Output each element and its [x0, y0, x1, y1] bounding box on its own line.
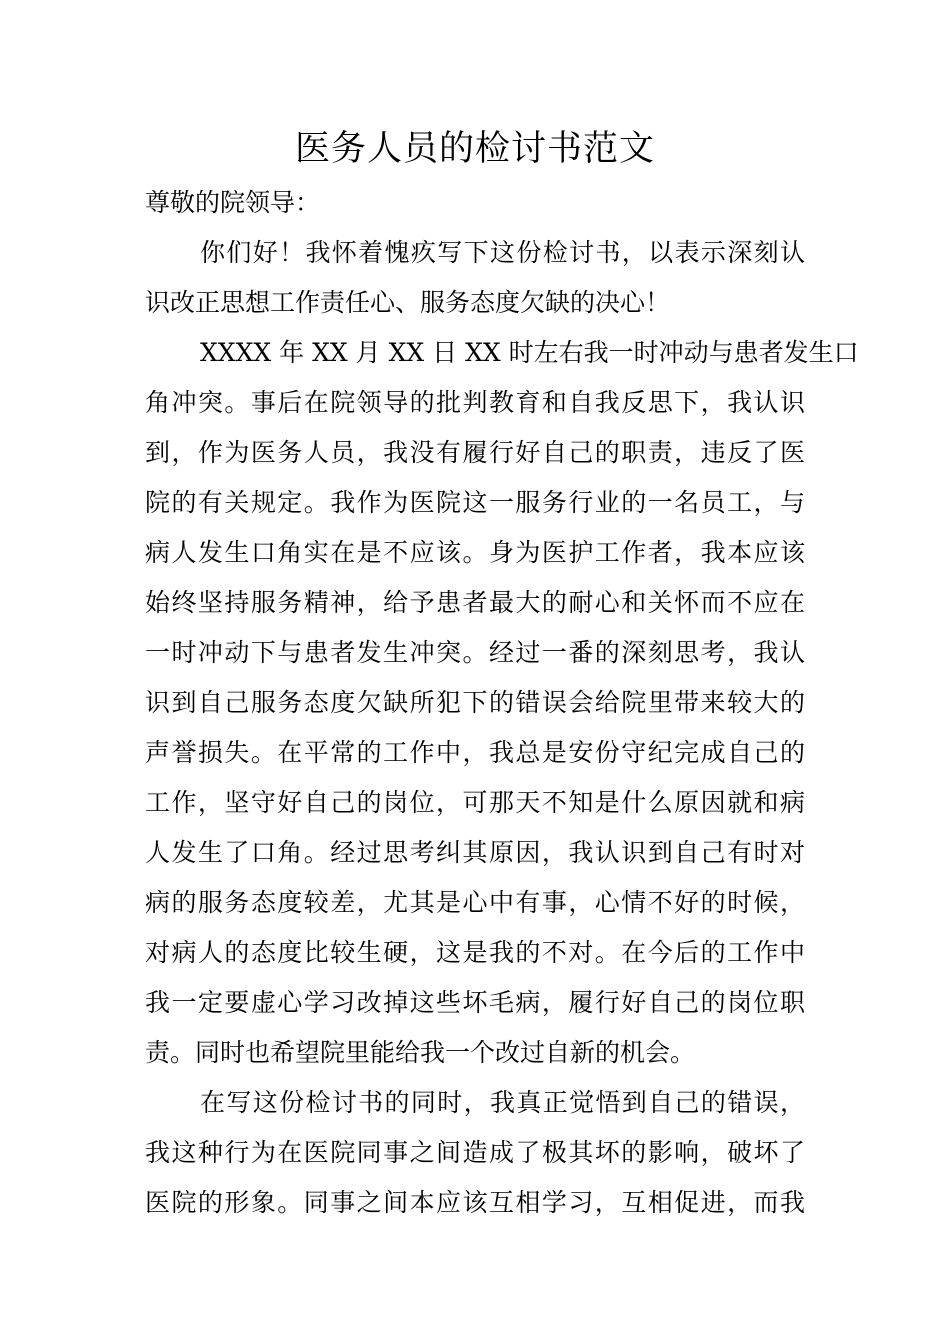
paragraph-line: 识到自己服务态度欠缺所犯下的错误会给院里带来较大的 [145, 688, 805, 717]
paragraph-line: 始终坚持服务精神，给予患者最大的耐心和关怀而不应在 [145, 588, 805, 617]
document-title: 医务人员的检讨书范文 [294, 129, 655, 169]
paragraph-line: 声誉损失。在平常的工作中，我总是安份守纪完成自己的 [145, 738, 805, 767]
paragraph-line: 医院的形象。同事之间本应该互相学习，互相促进，而我 [145, 1188, 805, 1217]
paragraph-line: 识改正思想工作责任心、服务态度欠缺的决心！ [145, 288, 671, 317]
paragraph-line: 院的有关规定。我作为医院这一服务行业的一名员工，与 [145, 488, 805, 517]
paragraph-line: XXXX 年 XX 月 XX 日 XX 时左右我一时冲动与患者发生口 [200, 338, 859, 367]
paragraph-line: 到，作为医务人员，我没有履行好自己的职责，违反了医 [145, 438, 805, 467]
paragraph-line: 我这种行为在医院同事之间造成了极其坏的影响，破坏了 [145, 1138, 805, 1167]
paragraph-line: 工作，坚守好自己的岗位，可那天不知是什么原因就和病 [145, 788, 805, 817]
paragraph-line: 在写这份检讨书的同时，我真正觉悟到自己的错误， [200, 1088, 805, 1117]
paragraph-line: 人发生了口角。经过思考纠其原因，我认识到自己有时对 [145, 838, 805, 867]
paragraph-line: 责。同时也希望院里能给我一个改过自新的机会。 [145, 1038, 696, 1067]
paragraph-line: 对病人的态度比较生硬，这是我的不对。在今后的工作中 [145, 938, 805, 967]
paragraph-line: 你们好！我怀着愧疚写下这份检讨书，以表示深刻认 [200, 238, 805, 267]
paragraph-line: 一时冲动下与患者发生冲突。经过一番的深刻思考，我认 [145, 638, 805, 667]
paragraph-line: 角冲突。事后在院领导的批判教育和自我反思下，我认识 [145, 388, 805, 417]
salutation: 尊敬的院领导： [145, 188, 321, 217]
paragraph-line: 病的服务态度较差，尤其是心中有事，心情不好的时候， [145, 888, 805, 917]
paragraph-line: 我一定要虚心学习改掉这些坏毛病，履行好自己的岗位职 [145, 988, 805, 1017]
paragraph-line: 病人发生口角实在是不应该。身为医护工作者，我本应该 [145, 538, 805, 567]
document-body [145, 178, 859, 1228]
